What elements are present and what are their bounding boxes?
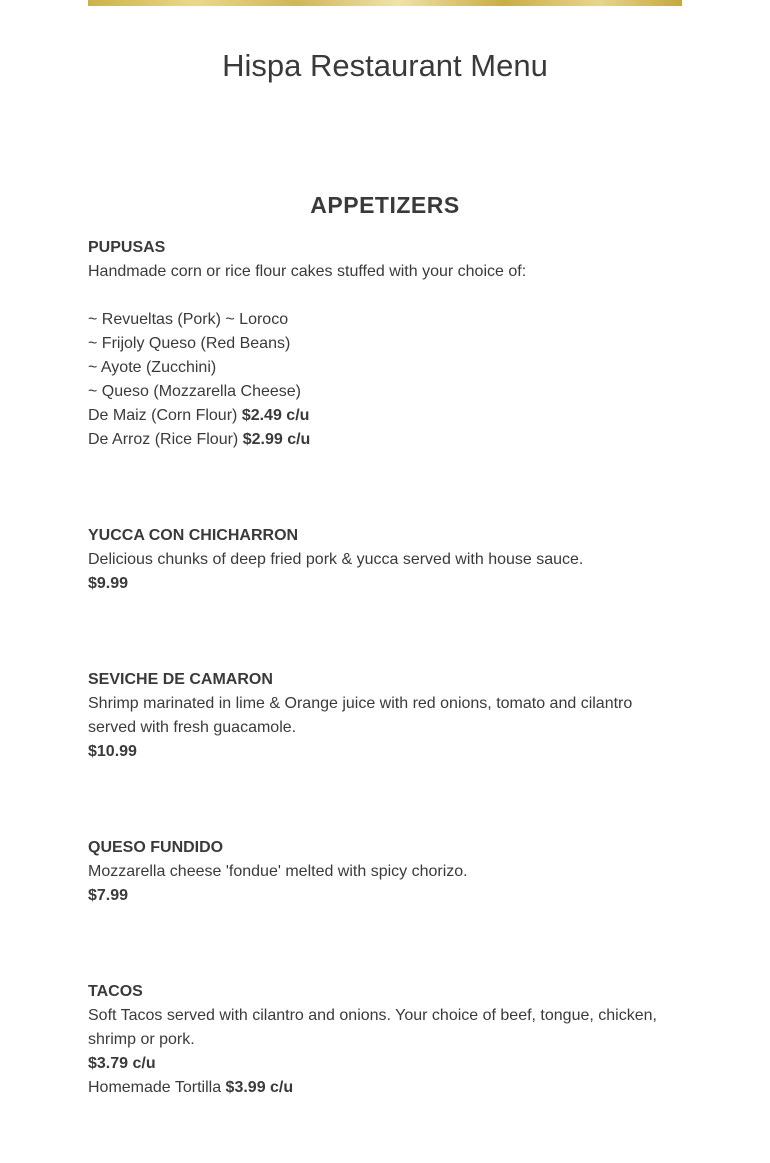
variant-label: De Arroz (Rice Flour) [88,431,239,448]
variant-label: Homemade Tortilla [88,1079,222,1096]
menu-item-description: Delicious chunks of deep fried pork & yucca served with house sauce. [88,551,584,568]
variant-price: $2.99 c/u [242,431,311,448]
menu-item-description: Soft Tacos served with cilantro and onions. Your choice of beef, tongue, chicken, shrimp or pork. [88,1007,657,1048]
menu-item-option: ~ Frijoly Queso (Red Beans) [88,335,291,352]
menu-item-description: Mozzarella cheese 'fondue' melted with spicy chorizo. [88,863,468,880]
menu-item-name: PUPUSAS [88,239,166,256]
menu-item-name: QUESO FUNDIDO [88,839,224,856]
menu-item-price: $3.79 c/u [88,1055,156,1072]
menu-item-price: $7.99 [88,887,129,904]
menu-item-price: $10.99 [88,743,137,760]
variant-price: $3.99 c/u [225,1079,294,1096]
menu-item-price: $9.99 [88,575,129,592]
gold-header-banner [88,0,682,6]
menu-item-seviche-de-camaron [88,668,682,764]
menu-item-name: YUCCA CON CHICHARRON [88,527,299,544]
menu-item-pupusas [88,236,682,452]
menu-item-variant-corn [88,404,682,428]
menu-item-option: ~ Revueltas (Pork) ~ Loroco [88,311,289,328]
menu-item-description: Shrimp marinated in lime & Orange juice with red onions, tomato and cilantro served with fresh guacamole. [88,695,633,736]
menu-item-variant-tortilla [88,1076,682,1100]
menu-item-yucca-con-chicharron [88,524,682,596]
menu-item-variant-rice [88,428,682,452]
menu-item-tacos [88,980,682,1100]
spacer [88,284,682,308]
menu-item-option: ~ Queso (Mozzarella Cheese) [88,383,301,400]
menu-item-option: ~ Ayote (Zucchini) [88,359,217,376]
menu-item-queso-fundido [88,836,682,908]
menu-item-name: TACOS [88,983,143,1000]
page-title: Hispa Restaurant Menu [222,48,548,83]
menu-item-name: SEVICHE DE CAMARON [88,671,273,688]
variant-price: $2.49 c/u [241,407,310,424]
section-title-appetizers: APPETIZERS [310,192,460,218]
menu-item-description: Handmade corn or rice flour cakes stuffed with your choice of: [88,263,527,280]
variant-label: De Maiz (Corn Flour) [88,407,238,424]
